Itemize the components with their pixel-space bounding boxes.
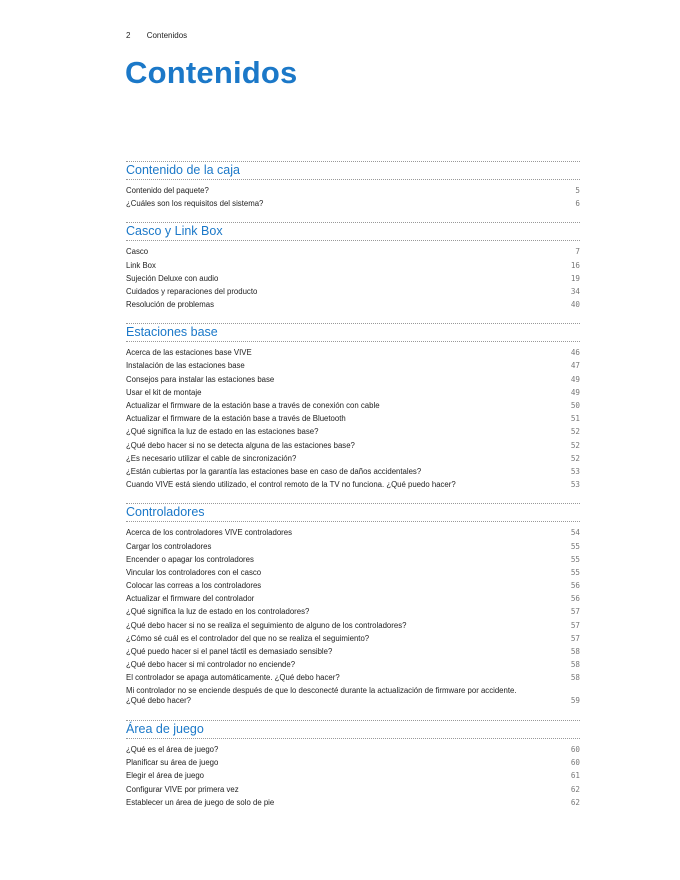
toc-entry-title: Acerca de las estaciones base VIVE xyxy=(126,348,252,358)
toc-entry-page: 61 xyxy=(570,771,580,781)
toc-entry[interactable] xyxy=(126,645,580,658)
toc-entry-page: 57 xyxy=(570,633,580,643)
toc-entry[interactable] xyxy=(126,769,580,782)
toc-entry-title: Usar el kit de montaje xyxy=(126,387,202,397)
toc-entry[interactable] xyxy=(126,658,580,671)
toc-entry[interactable] xyxy=(126,592,580,605)
toc-entry-title: ¿Cómo sé cuál es el controlador del que no se realiza el seguimiento? xyxy=(126,633,370,643)
toc-entry[interactable] xyxy=(126,259,580,272)
toc-entry[interactable] xyxy=(126,373,580,386)
toc-entry-page: 6 xyxy=(575,199,580,209)
toc-entry-title: ¿Qué debo hacer si no se detecta alguna de las estaciones base? xyxy=(126,440,355,450)
toc-entry-page: 19 xyxy=(570,273,580,283)
toc-entry-title: Resolución de problemas xyxy=(126,300,214,310)
toc-entry-page: 52 xyxy=(570,453,580,463)
toc-entry[interactable] xyxy=(126,579,580,592)
toc-section xyxy=(126,720,580,809)
toc-entry-title: Establecer un área de juego de solo de pie xyxy=(126,797,275,807)
toc-entry-title: ¿Qué significa la luz de estado en las estaciones base? xyxy=(126,427,319,437)
toc-entry-title: Sujeción Deluxe con audio xyxy=(126,273,219,283)
toc-entry-page: 46 xyxy=(570,348,580,358)
toc-entry-page: 7 xyxy=(575,247,580,257)
toc-entry-page: 62 xyxy=(570,784,580,794)
toc-entry[interactable] xyxy=(126,619,580,632)
toc-entry-page: 58 xyxy=(570,660,580,670)
toc-entry-page: 52 xyxy=(570,427,580,437)
toc-entry-title: Contenido del paquete? xyxy=(126,185,209,195)
toc-entry-page: 56 xyxy=(570,594,580,604)
toc-entry-title: Acerca de los controladores VIVE controladores xyxy=(126,528,292,538)
section-heading[interactable]: Área de juego xyxy=(126,720,580,739)
toc-entry[interactable] xyxy=(126,439,580,452)
toc-entry[interactable] xyxy=(126,526,580,539)
toc-entry[interactable] xyxy=(126,346,580,359)
toc-section xyxy=(126,161,580,210)
toc-entry-page: 50 xyxy=(570,401,580,411)
toc-entry-page: 47 xyxy=(570,361,580,371)
toc-entry[interactable] xyxy=(126,671,580,684)
toc-entry[interactable] xyxy=(126,632,580,645)
toc-entry-title: El controlador se apaga automáticamente. ¿Qué debo hacer? xyxy=(126,673,340,683)
toc-entry-title: ¿Qué debo hacer si mi controlador no enciende? xyxy=(126,660,296,670)
toc-entry-page: 16 xyxy=(570,260,580,270)
toc-entry[interactable] xyxy=(126,606,580,619)
toc-entry[interactable] xyxy=(126,425,580,438)
toc-entry[interactable] xyxy=(126,566,580,579)
toc-entry-title: Elegir el área de juego xyxy=(126,771,205,781)
toc-entry-title: Cargar los controladores xyxy=(126,541,212,551)
toc-entry-page: 49 xyxy=(570,374,580,384)
toc-entry[interactable] xyxy=(126,465,580,478)
toc-entry-title: ¿Cuáles son los requisitos del sistema? xyxy=(126,199,264,209)
page-number: 2 xyxy=(126,31,131,40)
toc-entry-title: Consejos para instalar las estaciones base xyxy=(126,374,275,384)
toc-entry-title: Cuidados y reparaciones del producto xyxy=(126,286,258,296)
toc-entry-page: 59 xyxy=(570,695,580,705)
toc-entry-title: ¿Qué es el área de juego? xyxy=(126,745,219,755)
section-heading[interactable]: Estaciones base xyxy=(126,323,580,342)
toc-entry-page: 58 xyxy=(570,673,580,683)
toc-entry[interactable] xyxy=(126,298,580,311)
toc-entry-page: 5 xyxy=(575,185,580,195)
toc-entry[interactable] xyxy=(126,272,580,285)
toc-entry-title: Vincular los controladores con el casco xyxy=(126,567,262,577)
toc-entry-title: ¿Qué puedo hacer si el panel táctil es demasiado sensible? xyxy=(126,647,333,657)
running-section-title: Contenidos xyxy=(146,31,188,40)
toc-entry-title: ¿Es necesario utilizar el cable de sincronización? xyxy=(126,453,297,463)
toc-entry-title: Configurar VIVE por primera vez xyxy=(126,784,239,794)
toc-entry[interactable] xyxy=(126,478,580,491)
toc-entry-title: Cuando VIVE está siendo utilizado, el control remoto de la TV no funciona. ¿Qué puedo hacer? xyxy=(126,480,456,490)
toc-entry-page: 52 xyxy=(570,440,580,450)
toc-entry[interactable] xyxy=(126,685,580,708)
toc-entry[interactable] xyxy=(126,452,580,465)
toc-entry[interactable] xyxy=(126,285,580,298)
toc-entry-page: 40 xyxy=(570,300,580,310)
toc-entry-page: 53 xyxy=(570,480,580,490)
toc-entry-page: 55 xyxy=(570,541,580,551)
toc-section xyxy=(126,222,580,311)
toc-entry-page: 55 xyxy=(570,554,580,564)
toc-section xyxy=(126,503,580,708)
toc-entry[interactable] xyxy=(126,540,580,553)
toc-entry-page: 53 xyxy=(570,466,580,476)
toc-entry-page: 62 xyxy=(570,797,580,807)
toc-entry-page: 57 xyxy=(570,620,580,630)
toc-entry[interactable] xyxy=(126,386,580,399)
toc-entry[interactable] xyxy=(126,245,580,258)
section-heading[interactable]: Casco y Link Box xyxy=(126,222,580,241)
toc-entry[interactable] xyxy=(126,399,580,412)
toc-entry[interactable] xyxy=(126,553,580,566)
toc-entry[interactable] xyxy=(126,796,580,809)
toc-entry-page: 49 xyxy=(570,387,580,397)
toc-entry[interactable] xyxy=(126,184,580,197)
table-of-contents xyxy=(126,161,580,821)
section-heading[interactable]: Contenido de la caja xyxy=(126,161,580,180)
toc-entry-title: Actualizar el firmware del controlador xyxy=(126,594,255,604)
running-header xyxy=(126,31,187,40)
toc-section xyxy=(126,323,580,491)
toc-entry-page: 51 xyxy=(570,414,580,424)
toc-entry[interactable] xyxy=(126,783,580,796)
toc-entry-title: Actualizar el firmware de la estación base a través de conexión con cable xyxy=(126,401,380,411)
toc-entry-title: ¿Qué debo hacer si no se realiza el seguimiento de alguno de los controladores? xyxy=(126,620,407,630)
toc-entry-page: 57 xyxy=(570,607,580,617)
toc-entry-title: Colocar las correas a los controladores xyxy=(126,581,262,591)
toc-entry-page: 58 xyxy=(570,647,580,657)
toc-entry-title: ¿Están cubiertas por la garantía las estaciones base en caso de daños accidentales? xyxy=(126,466,422,476)
toc-entry-page: 60 xyxy=(570,745,580,755)
toc-entry-page: 55 xyxy=(570,567,580,577)
toc-entry-title: Planificar su área de juego xyxy=(126,758,219,768)
toc-entry-page: 34 xyxy=(570,286,580,296)
toc-entry-title: Instalación de las estaciones base xyxy=(126,361,245,371)
toc-entry-page: 60 xyxy=(570,758,580,768)
toc-entry-title: Mi controlador no se enciende después de que lo desconecté durante la actualización de firmware por accidente. ¿Qué debo hacer? xyxy=(126,685,517,705)
toc-entry-title: Encender o apagar los controladores xyxy=(126,554,254,564)
toc-entry-title: Link Box xyxy=(126,260,156,270)
section-heading[interactable]: Controladores xyxy=(126,503,580,522)
toc-entry-page: 54 xyxy=(570,528,580,538)
toc-entry-title: Actualizar el firmware de la estación base a través de Bluetooth xyxy=(126,414,346,424)
toc-entry[interactable] xyxy=(126,756,580,769)
toc-entry-title: Casco xyxy=(126,247,149,257)
toc-entry[interactable] xyxy=(126,197,580,210)
toc-entry[interactable] xyxy=(126,743,580,756)
toc-entry-title: ¿Qué significa la luz de estado en los controladores? xyxy=(126,607,310,617)
toc-entry-page: 56 xyxy=(570,581,580,591)
toc-entry[interactable] xyxy=(126,412,580,425)
page-title: Contenidos xyxy=(125,55,298,90)
toc-entry[interactable] xyxy=(126,360,580,373)
